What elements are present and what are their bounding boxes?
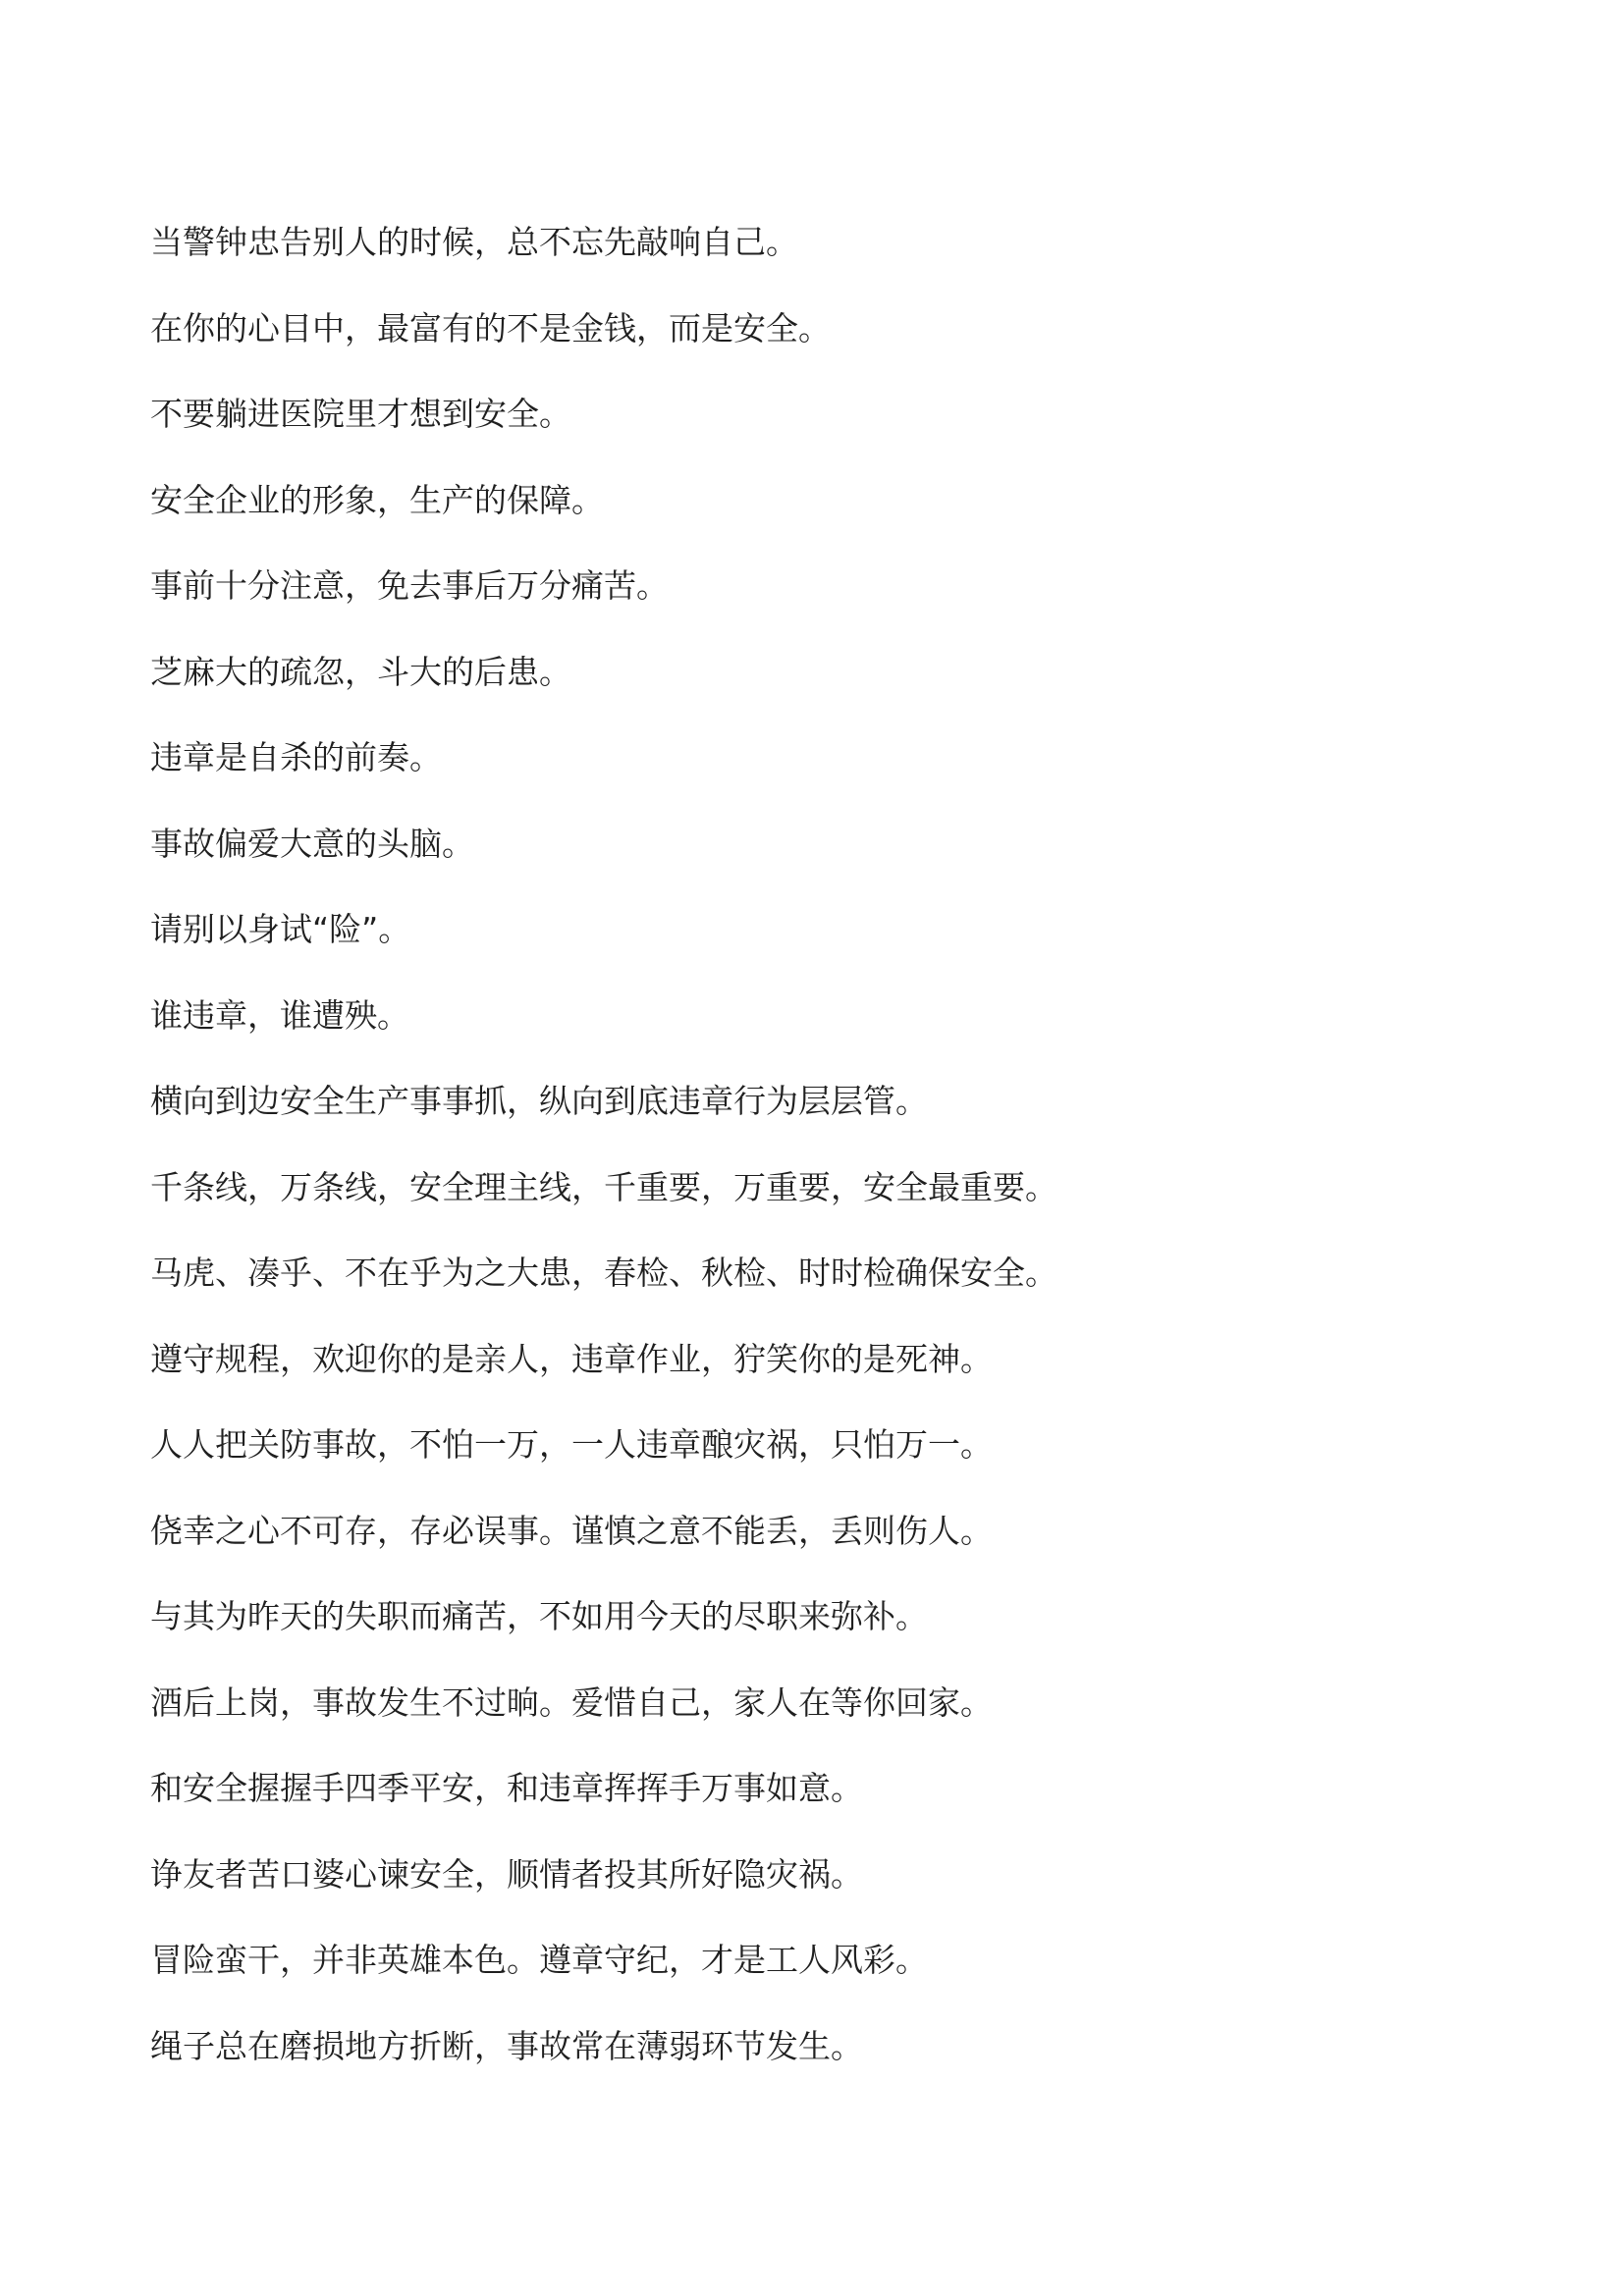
slogan-line: 谁违章，谁遭殃。 <box>150 995 409 1035</box>
slogan-line: 芝麻大的疏忽，斗大的后患。 <box>150 652 571 691</box>
slogan-line: 和安全握握手四季平安，和违章挥挥手万事如意。 <box>150 1769 863 1807</box>
slogan-line: 冒险蛮干，并非英雄本色。遵章守纪，才是工人风彩。 <box>150 1941 928 1979</box>
slogan-line: 人人把关防事故，不怕一万，一人违章酿灾祸，只怕万一。 <box>150 1425 993 1464</box>
slogan-line: 绳子总在磨损地方折断，事故常在薄弱环节发生。 <box>150 2026 863 2065</box>
slogan-line: 安全企业的形象，生产的保障。 <box>150 480 604 519</box>
slogan-line: 请别以身试“险”。 <box>150 910 411 948</box>
slogan-line: 酒后上岗，事故发生不过晌。爱惜自己，家人在等你回家。 <box>150 1682 993 1722</box>
slogan-line: 诤友者苦口婆心谏安全，顺情者投其所好隐灾祸。 <box>150 1854 863 1894</box>
slogan-line: 在你的心目中，最富有的不是金钱，而是安全。 <box>150 308 831 347</box>
slogan-list <box>150 218 1486 2108</box>
slogan-line: 遵守规程，欢迎你的是亲人，违章作业，狞笑你的是死神。 <box>150 1339 993 1378</box>
slogan-line: 横向到边安全生产事事抓，纵向到底违章行为层层管。 <box>150 1082 928 1120</box>
slogan-line: 事故偏爱大意的头脑。 <box>150 824 474 863</box>
slogan-line: 当警钟忠告别人的时候，总不忘先敲响自己。 <box>150 223 798 261</box>
slogan-line: 违章是自杀的前奏。 <box>150 738 442 776</box>
slogan-line: 事前十分注意，免去事后万分痛苦。 <box>150 566 669 605</box>
slogan-line: 侥幸之心不可存，存必误事。谨慎之意不能丢，丢则伤人。 <box>150 1511 993 1550</box>
slogan-line: 马虎、凑乎、不在乎为之大患，春检、秋检、时时检确保安全。 <box>150 1254 1057 1292</box>
slogan-line: 千条线，万条线，安全理主线，千重要，万重要，安全最重要。 <box>150 1167 1057 1206</box>
slogan-line: 与其为昨天的失职而痛苦，不如用今天的尽职来弥补。 <box>150 1597 928 1635</box>
slogan-line: 不要躺进医院里才想到安全。 <box>150 395 571 433</box>
